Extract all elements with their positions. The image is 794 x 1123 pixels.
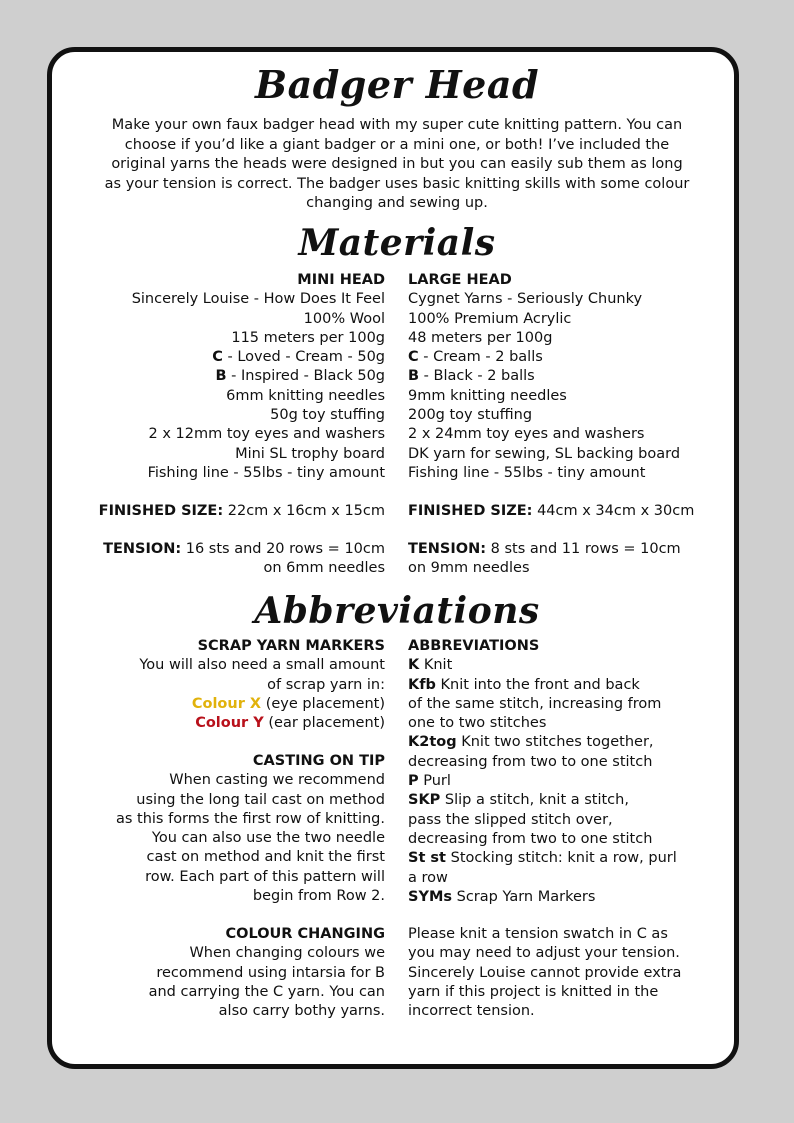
tension-note — [408, 925, 681, 1021]
colour-y-key: Colour Y — [195, 715, 264, 732]
colour-changing-heading: COLOUR CHANGING — [225, 926, 385, 942]
scrap-yarn-section — [139, 637, 385, 733]
large-finished-size — [408, 502, 694, 521]
colour-x-line — [139, 695, 385, 714]
abbr-k2tog — [408, 733, 677, 752]
large-fishing: Fishing line - 55lbs - tiny amount — [408, 464, 646, 481]
tension-value: 8 sts and 11 rows = 10cm — [486, 541, 681, 557]
casting-on-section — [116, 752, 385, 906]
size-value: 22cm x 16cm x 15cm — [223, 503, 385, 519]
scrap-line: You will also need a small amount — [139, 657, 385, 674]
large-tension — [408, 540, 681, 579]
note-line: Sincerely Louise cannot provide extra — [408, 964, 682, 981]
mini-board: Mini SL trophy board — [235, 445, 385, 462]
intro-line: choose if you’d like a giant badger or a mini one, or both! I’ve included the — [124, 136, 670, 153]
abbr-text: Stocking stitch: knit a row, purl — [446, 850, 677, 867]
colour-b-key: B — [408, 368, 420, 385]
abbreviations-list — [408, 637, 677, 907]
mini-tension — [103, 540, 385, 579]
colour-c-key: C — [408, 349, 419, 366]
abbr-text: Purl — [418, 773, 451, 790]
casting-line: You can also use the two needle — [151, 830, 385, 847]
colour-b-key: B — [215, 368, 227, 385]
large-yarn: Cygnet Yarns - Seriously Chunky — [408, 291, 643, 308]
large-colour-b — [408, 367, 680, 386]
abbr-stst — [408, 849, 677, 868]
abbr-syms — [408, 888, 677, 907]
abbr-text: Slip a stitch, knit a stitch, — [440, 792, 629, 809]
colour-changing-line: When changing colours we — [189, 945, 385, 962]
mini-fishing: Fishing line - 55lbs - tiny amount — [147, 464, 385, 481]
colour-c-key: C — [212, 349, 223, 366]
scrap-line: of scrap yarn in: — [267, 676, 385, 693]
abbr-line: pass the slipped stitch over, — [408, 811, 613, 828]
colour-y-line — [139, 714, 385, 733]
mini-head-heading: MINI HEAD — [297, 272, 385, 288]
casting-line: cast on method and knit the first — [146, 849, 385, 866]
mini-finished-size — [99, 502, 385, 521]
colour-b-text: - Inspired - Black 50g — [226, 368, 385, 385]
large-fibre: 100% Premium Acrylic — [408, 310, 572, 327]
mini-eyes: 2 x 12mm toy eyes and washers — [148, 426, 385, 443]
large-meterage: 48 meters per 100g — [408, 329, 553, 346]
mini-colour-b — [132, 367, 385, 386]
mini-yarn: Sincerely Louise - How Does It Feel — [131, 291, 385, 308]
colour-changing-line: and carrying the C yarn. You can — [148, 983, 385, 1000]
abbr-key: Kfb — [408, 676, 436, 693]
size-label: FINISHED SIZE: — [98, 503, 224, 519]
casting-line: row. Each part of this pattern will — [145, 868, 385, 885]
mini-head-column — [132, 271, 385, 483]
large-board: DK yarn for sewing, SL backing board — [408, 445, 681, 462]
abbr-text: Knit — [419, 657, 453, 674]
large-colour-c — [408, 348, 680, 367]
tension-value: 16 sts and 20 rows = 10cm — [181, 541, 385, 557]
colour-c-text: - Loved - Cream - 50g — [222, 349, 385, 366]
abbr-key: K — [408, 657, 420, 674]
materials-heading: Materials — [298, 222, 496, 264]
tension-label: TENSION: — [103, 541, 182, 557]
page-title: Badger Head — [254, 62, 540, 107]
abbr-key: SKP — [408, 792, 441, 809]
tension-line2: on 9mm needles — [408, 560, 530, 577]
abbr-text: Scrap Yarn Markers — [452, 888, 596, 905]
abbr-line: decreasing from two to one stitch — [408, 830, 653, 847]
large-head-heading: LARGE HEAD — [408, 272, 512, 288]
abbreviations-list-heading: ABBREVIATIONS — [408, 638, 540, 654]
intro-line: original yarns the heads were designed in but you can easily sub them as long — [111, 156, 683, 172]
abbreviations-heading: Abbreviations — [254, 590, 540, 632]
note-line: you may need to adjust your tension. — [408, 945, 680, 962]
intro-line: Make your own faux badger head with my super cute knitting pattern. You can — [111, 117, 683, 133]
scrap-heading: SCRAP YARN MARKERS — [197, 638, 385, 654]
colour-b-text: - Black - 2 balls — [419, 368, 535, 385]
abbr-text: Knit two stitches together, — [456, 734, 654, 751]
abbr-key: K2tog — [408, 734, 457, 751]
colour-changing-section — [149, 925, 385, 1021]
abbr-line: of the same stitch, increasing from — [408, 695, 662, 712]
large-stuffing: 200g toy stuffing — [408, 407, 533, 424]
intro-paragraph — [100, 116, 694, 214]
large-eyes: 2 x 24mm toy eyes and washers — [408, 426, 645, 443]
large-needles: 9mm knitting needles — [408, 387, 567, 404]
casting-line: as this forms the first row of knitting. — [115, 810, 385, 827]
casting-line: using the long tail cast on method — [136, 791, 385, 808]
colour-changing-line: also carry bothy yarns. — [218, 1003, 385, 1020]
note-line: Please knit a tension swatch in C as — [408, 926, 668, 942]
casting-line: When casting we recommend — [169, 772, 385, 789]
abbr-key: P — [408, 773, 419, 790]
mini-stuffing: 50g toy stuffing — [270, 407, 385, 424]
note-line: incorrect tension. — [408, 1003, 535, 1020]
abbr-text: Knit into the front and back — [435, 676, 640, 693]
abbr-p — [408, 772, 677, 791]
size-label: FINISHED SIZE: — [408, 503, 533, 519]
abbr-k — [408, 656, 677, 675]
mini-colour-c — [132, 348, 385, 367]
tension-label: TENSION: — [408, 541, 487, 557]
colour-x-text: (eye placement) — [261, 695, 385, 712]
mini-fibre: 100% Wool — [303, 310, 385, 327]
intro-line: changing and sewing up. — [306, 195, 488, 211]
tension-line2: on 6mm needles — [263, 560, 385, 577]
colour-changing-line: recommend using intarsia for B — [156, 964, 385, 981]
casting-line: begin from Row 2. — [252, 888, 385, 905]
intro-line: as your tension is correct. The badger uses basic knitting skills with some colour — [104, 175, 690, 192]
abbr-kfb — [408, 676, 677, 695]
large-head-column — [408, 271, 680, 483]
abbr-line: decreasing from two to one stitch — [408, 753, 653, 770]
colour-x-key: Colour X — [191, 695, 262, 712]
abbr-key: SYMs — [408, 888, 453, 905]
colour-y-text: (ear placement) — [263, 715, 385, 732]
abbr-skp — [408, 791, 677, 810]
colour-c-text: - Cream - 2 balls — [418, 349, 543, 366]
abbr-line: one to two stitches — [408, 715, 547, 732]
size-value: 44cm x 34cm x 30cm — [532, 503, 695, 519]
mini-needles: 6mm knitting needles — [226, 387, 385, 404]
note-line: yarn if this project is knitted in the — [408, 983, 659, 1000]
abbr-key: St st — [408, 850, 446, 867]
abbr-line: a row — [408, 869, 448, 886]
mini-meterage: 115 meters per 100g — [231, 329, 385, 346]
casting-heading: CASTING ON TIP — [252, 753, 385, 769]
